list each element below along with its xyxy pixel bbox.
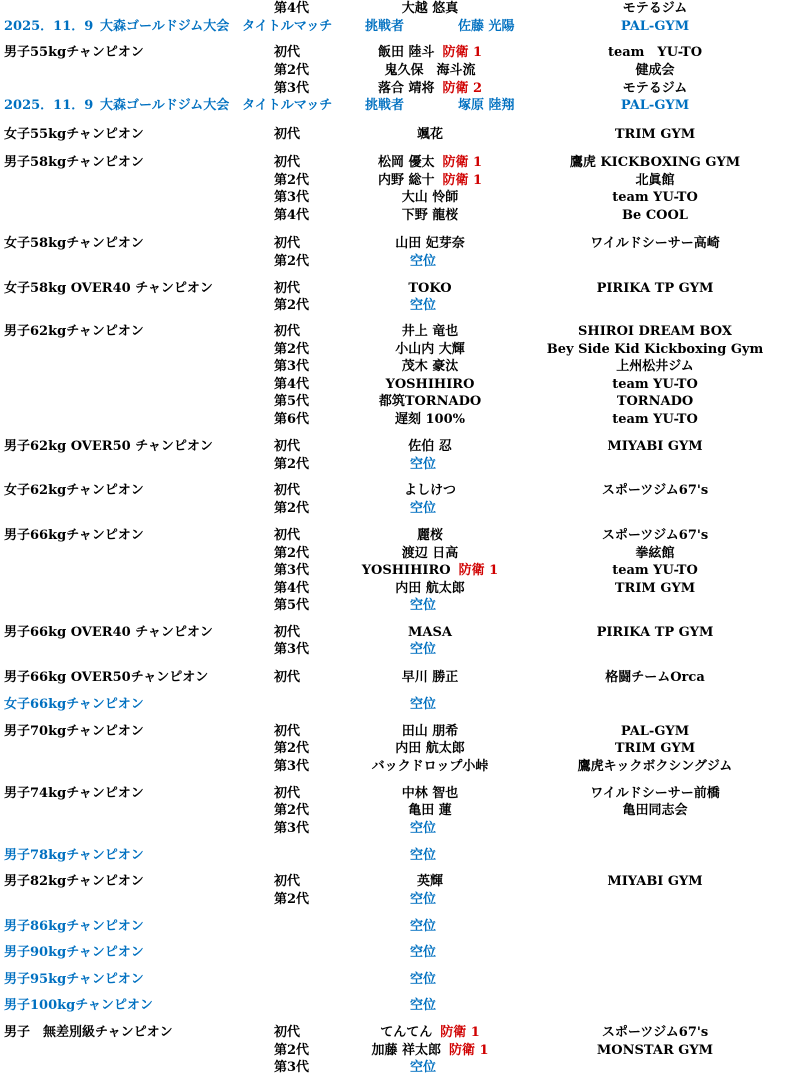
champion-name	[360, 1042, 500, 1059]
vacant-label: 空位	[410, 945, 437, 960]
challenger-label: 挑戦者	[365, 98, 405, 113]
generation-label: 初代	[274, 874, 301, 889]
defense-count: 防衛 1	[440, 1025, 480, 1040]
category-label: 男子95kgチャンピオン	[4, 972, 144, 987]
gym-name: PAL-GYM	[620, 724, 690, 739]
gym-name: PIRIKA TP GYM	[596, 281, 714, 296]
champion-name	[360, 323, 500, 340]
defense-count: 防衛 1	[458, 563, 499, 578]
gym-name: TORNADO	[616, 394, 694, 409]
generation-label: 第4代	[274, 1, 310, 16]
gym-name: スポーツジム67's	[601, 528, 709, 543]
category-label: 男子70kgチャンピオン	[4, 724, 144, 739]
champion-name	[360, 580, 500, 597]
generation-label: 初代	[274, 1025, 301, 1040]
champion-name-text: 山田 妃芽奈	[395, 236, 465, 251]
vacant-label: 空位	[410, 972, 437, 987]
champion-name	[360, 80, 500, 97]
champion-row	[0, 297, 798, 314]
champion-name-text: 茂木 豪汰	[401, 359, 459, 374]
champion-row	[0, 802, 798, 819]
challenger-gym: PAL-GYM	[620, 98, 690, 113]
gym-name: Bey Side Kid Kickboxing Gym	[546, 342, 764, 357]
champion-name-text: 颯花	[416, 127, 443, 142]
champion-row	[0, 944, 798, 961]
champion-row	[0, 456, 798, 473]
defense-count: 防衛 2	[442, 81, 483, 96]
champion-name-text: 鬼久保 海斗流	[384, 63, 476, 78]
generation-label: 第5代	[274, 598, 310, 613]
generation-label: 第2代	[274, 298, 310, 313]
gym-name: TRIM GYM	[614, 741, 696, 756]
vacant-label: 空位	[410, 501, 437, 516]
category-label: 男子 無差別級チャンピオン	[4, 1025, 173, 1040]
champion-name-text: 田山 朋希	[401, 724, 459, 739]
generation-label: 初代	[274, 324, 301, 339]
champion-name-text: 小山内 大輝	[395, 342, 465, 357]
champion-name	[360, 154, 500, 171]
match-date: 2025．11．9	[4, 98, 94, 113]
category-label: 女子58kg OVER40 チャンピオン	[4, 281, 213, 296]
gym-name: MIYABI GYM	[607, 874, 703, 889]
category-label: 男子66kg OVER50チャンピオン	[4, 670, 209, 685]
vacant-label: 空位	[410, 457, 437, 472]
vacant-label: 空位	[410, 598, 437, 613]
champion-row	[0, 358, 798, 375]
gym-name: TRIM GYM	[614, 581, 696, 596]
category-label: 男子90kgチャンピオン	[4, 945, 144, 960]
champion-row	[0, 207, 798, 224]
generation-label: 初代	[274, 155, 301, 170]
generation-label: 第5代	[274, 394, 310, 409]
champion-name-text: 佐伯 忍	[408, 439, 452, 454]
champion-name	[360, 873, 500, 890]
champion-row	[0, 580, 798, 597]
generation-label: 第4代	[274, 208, 310, 223]
champion-row	[0, 172, 798, 189]
generation-label: 初代	[274, 483, 301, 498]
champion-name	[360, 527, 500, 544]
champion-row	[0, 482, 798, 499]
vacant-label: 空位	[410, 848, 437, 863]
champion-name	[360, 624, 500, 641]
defense-count: 防衛 1	[442, 173, 483, 188]
champion-name	[360, 280, 500, 297]
vacant-label: 空位	[410, 1060, 437, 1075]
generation-label: 初代	[274, 236, 301, 251]
generation-label: 第2代	[274, 342, 310, 357]
champion-row	[0, 918, 798, 935]
match-date: 2025．11．9	[4, 19, 94, 34]
champion-name-text: 亀田 蓮	[408, 803, 452, 818]
champion-row	[0, 154, 798, 171]
champion-name	[360, 235, 500, 252]
champion-row	[0, 411, 798, 428]
champion-name-text: 英輝	[416, 874, 443, 889]
champion-name	[360, 358, 500, 375]
champion-name-text: 渡辺 日高	[401, 546, 459, 561]
gym-name: SHIROI DREAM BOX	[578, 324, 732, 339]
champion-name	[360, 207, 500, 224]
champion-row	[0, 696, 798, 713]
champion-row	[0, 438, 798, 455]
defense-count: 防衛 1	[448, 1043, 489, 1058]
gym-name: team YU-TO	[612, 563, 698, 578]
champion-name-text: 内田 航太郎	[395, 741, 465, 756]
gym-name: MIYABI GYM	[607, 439, 703, 454]
event-name: 大森ゴールドジム大会	[100, 98, 230, 113]
gym-name: ワイルドシーサー高崎	[590, 236, 720, 251]
vacant-label: 空位	[410, 254, 437, 269]
category-label: 男子74kgチャンピオン	[4, 786, 144, 801]
generation-label: 第3代	[274, 642, 310, 657]
champion-row	[0, 641, 798, 658]
generation-label: 初代	[274, 786, 301, 801]
generation-label: 第3代	[274, 563, 310, 578]
match-type: タイトルマッチ	[242, 19, 333, 34]
category-label: 男子62kg OVER50 チャンピオン	[4, 439, 213, 454]
generation-label: 第2代	[274, 254, 310, 269]
generation-label: 初代	[274, 724, 301, 739]
champion-name-text: 都筑TORNADO	[378, 394, 482, 409]
gym-name: 拳絃館	[635, 546, 675, 561]
champion-row	[0, 341, 798, 358]
generation-label: 第2代	[274, 501, 310, 516]
champion-name-text: 落合 靖将	[377, 81, 435, 96]
gym-name: team YU-TO	[612, 412, 698, 427]
champion-row	[0, 500, 798, 517]
champion-row	[0, 847, 798, 864]
champion-name	[360, 802, 500, 819]
champion-row	[0, 997, 798, 1014]
champion-name	[360, 740, 500, 757]
generation-label: 第2代	[274, 892, 310, 907]
gym-name: 上州松井ジム	[616, 359, 694, 374]
gym-name: 亀田同志会	[622, 803, 688, 818]
champion-row	[0, 562, 798, 579]
defense-count: 防衛 1	[442, 155, 483, 170]
gym-name: 健成会	[635, 63, 675, 78]
gym-name: team YU-TO	[612, 190, 698, 205]
champion-row	[0, 1042, 798, 1059]
vacant-label: 空位	[410, 919, 437, 934]
gym-name: PIRIKA TP GYM	[596, 625, 714, 640]
champion-name	[360, 376, 500, 393]
champion-name-text: 井上 竜也	[401, 324, 459, 339]
champion-name	[360, 393, 500, 410]
champion-row	[0, 785, 798, 802]
champion-row	[0, 44, 798, 61]
generation-label: 初代	[274, 528, 301, 543]
champion-row	[0, 0, 798, 17]
gym-name: TRIM GYM	[614, 127, 696, 142]
generation-label: 初代	[274, 439, 301, 454]
champion-row	[0, 126, 798, 143]
champion-row	[0, 669, 798, 686]
champion-name-text: MASA	[408, 625, 452, 640]
title-match-row	[0, 97, 798, 114]
generation-label: 第3代	[274, 81, 310, 96]
champion-name	[360, 0, 500, 17]
champion-name	[360, 126, 500, 143]
gym-name: team YU-TO	[607, 45, 703, 60]
champion-name	[360, 545, 500, 562]
challenger-name: 佐藤 光陽	[458, 19, 515, 34]
champion-name-text: 飯田 陸斗	[377, 45, 435, 60]
gym-name: ワイルドシーサー前橋	[590, 786, 720, 801]
champion-name-text: TOKO	[408, 281, 452, 296]
category-label: 女子62kgチャンピオン	[4, 483, 144, 498]
vacant-label: 空位	[410, 892, 437, 907]
generation-label: 第2代	[274, 173, 310, 188]
champion-name	[360, 172, 500, 189]
champion-name-text: 下野 龍桜	[401, 208, 459, 223]
champion-name-text: バックドロップ小峠	[371, 759, 489, 774]
champion-name	[360, 758, 500, 775]
vacant-label: 空位	[410, 821, 437, 836]
champion-row	[0, 376, 798, 393]
champion-name-text: 中林 智也	[401, 786, 459, 801]
champion-row	[0, 527, 798, 544]
champion-row	[0, 1059, 798, 1076]
category-label: 男子82kgチャンピオン	[4, 874, 144, 889]
champion-row	[0, 80, 798, 97]
champion-name	[360, 44, 500, 61]
generation-label: 第3代	[274, 1060, 310, 1075]
event-name: 大森ゴールドジム大会	[100, 19, 230, 34]
champion-name-text: 大山 怜師	[401, 190, 459, 205]
champion-row	[0, 624, 798, 641]
category-label: 女子66kgチャンピオン	[4, 697, 144, 712]
champion-row	[0, 62, 798, 79]
category-label: 女子58kgチャンピオン	[4, 236, 144, 251]
champion-name-text: 内野 総十	[377, 173, 435, 188]
champion-name	[360, 482, 500, 499]
gym-name: 北眞館	[635, 173, 675, 188]
category-label: 男子78kgチャンピオン	[4, 848, 144, 863]
champion-name	[360, 1024, 500, 1041]
defense-count: 防衛 1	[442, 45, 483, 60]
gym-name: スポーツジム67's	[601, 1025, 709, 1040]
vacant-label: 空位	[410, 697, 437, 712]
generation-label: 初代	[274, 625, 301, 640]
champion-row	[0, 235, 798, 252]
category-label: 男子62kgチャンピオン	[4, 324, 144, 339]
category-label: 男子55kgチャンピオン	[4, 45, 144, 60]
champion-row	[0, 1024, 798, 1041]
champion-row	[0, 873, 798, 890]
generation-label: 第3代	[274, 759, 310, 774]
champion-row	[0, 820, 798, 837]
champion-name-text: 加藤 祥太郎	[371, 1043, 441, 1058]
generation-label: 第4代	[274, 377, 310, 392]
generation-label: 第3代	[274, 359, 310, 374]
gym-name: 鷹虎 KICKBOXING GYM	[569, 155, 741, 170]
champion-row	[0, 393, 798, 410]
champion-row	[0, 740, 798, 757]
vacant-label: 空位	[410, 298, 437, 313]
gym-name: team YU-TO	[612, 377, 698, 392]
champion-name-text: YOSHIHIRO	[385, 377, 475, 392]
match-type: タイトルマッチ	[242, 98, 333, 113]
generation-label: 初代	[274, 127, 301, 142]
generation-label: 第3代	[274, 821, 310, 836]
gym-name: モテるジム	[622, 81, 688, 96]
champion-name	[360, 62, 500, 79]
challenger-name: 塚原 陸翔	[458, 98, 515, 113]
challenger-gym: PAL-GYM	[620, 19, 690, 34]
vacant-label: 空位	[410, 998, 437, 1013]
champion-row	[0, 597, 798, 614]
champion-name	[360, 723, 500, 740]
generation-label: 第2代	[274, 803, 310, 818]
challenger-label: 挑戦者	[365, 19, 405, 34]
generation-label: 第6代	[274, 412, 310, 427]
champion-name-text: 遅刻 100%	[394, 412, 465, 427]
generation-label: 第3代	[274, 190, 310, 205]
category-label: 女子55kgチャンピオン	[4, 127, 144, 142]
champion-row	[0, 971, 798, 988]
title-match-row	[0, 18, 798, 35]
champion-row	[0, 323, 798, 340]
champion-name-text: 麗桜	[416, 528, 443, 543]
generation-label: 第2代	[274, 741, 310, 756]
gym-name: モテるジム	[622, 1, 688, 16]
champion-name	[360, 438, 500, 455]
champion-row	[0, 723, 798, 740]
generation-label: 第2代	[274, 1043, 310, 1058]
generation-label: 初代	[274, 45, 301, 60]
champion-name	[360, 669, 500, 686]
generation-label: 初代	[274, 281, 301, 296]
champion-row	[0, 891, 798, 908]
champion-row	[0, 545, 798, 562]
category-label: 男子66kgチャンピオン	[4, 528, 144, 543]
generation-label: 第2代	[274, 63, 310, 78]
gym-name: 格闘チームOrca	[605, 670, 705, 685]
champion-row	[0, 758, 798, 775]
category-label: 男子58kgチャンピオン	[4, 155, 144, 170]
category-label: 男子100kgチャンピオン	[4, 998, 153, 1013]
champion-name	[360, 562, 500, 579]
vacant-label: 空位	[410, 642, 437, 657]
generation-label: 第2代	[274, 457, 310, 472]
gym-name: MONSTAR GYM	[596, 1043, 714, 1058]
champion-name-text: 大越 悠真	[401, 1, 459, 16]
generation-label: 第4代	[274, 581, 310, 596]
category-label: 男子66kg OVER40 チャンピオン	[4, 625, 213, 640]
champion-name	[360, 411, 500, 428]
champion-name	[360, 189, 500, 206]
gym-name: 鷹虎キックボクシングジム	[577, 759, 733, 774]
champion-name	[360, 785, 500, 802]
champion-name-text: よしけつ	[403, 483, 456, 498]
category-label: 男子86kgチャンピオン	[4, 919, 144, 934]
generation-label: 初代	[274, 670, 301, 685]
gym-name: スポーツジム67's	[601, 483, 709, 498]
gym-name: Be COOL	[622, 208, 688, 223]
champion-name-text: 松岡 優太	[377, 155, 435, 170]
champion-row	[0, 253, 798, 270]
champion-name-text: 内田 航太郎	[395, 581, 465, 596]
champion-row	[0, 189, 798, 206]
champion-name	[360, 341, 500, 358]
generation-label: 第2代	[274, 546, 310, 561]
champion-name-text: 早川 勝正	[401, 670, 459, 685]
champion-name-text: てんてん	[380, 1025, 433, 1040]
champion-row	[0, 280, 798, 297]
champion-name-text: YOSHIHIRO	[361, 563, 451, 578]
